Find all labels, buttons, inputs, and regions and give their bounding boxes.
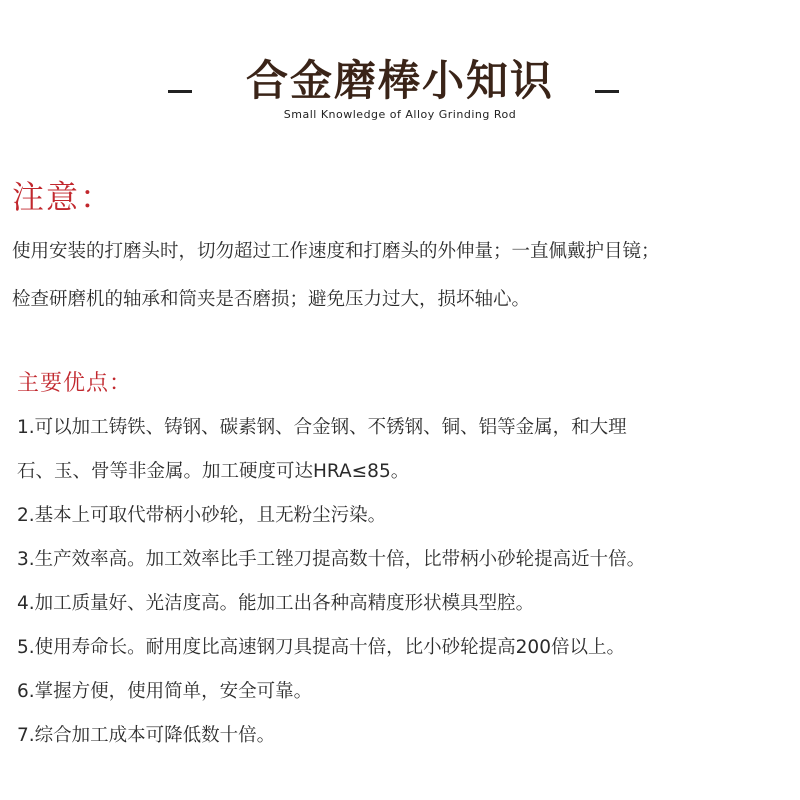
notice-heading: 注意： (12, 178, 115, 216)
title-right-dash (595, 90, 619, 93)
advantage-line: 2.基本上可取代带柄小砂轮，且无粉尘污染。 (17, 505, 387, 526)
advantage-line: 5.使用寿命长。耐用度比高速钢刀具提高十倍，比小砂轮提高200倍以上。 (17, 637, 625, 658)
advantage-line: 7.综合加工成本可降低数十倍。 (17, 725, 276, 746)
advantage-line: 4.加工质量好、光洁度高。能加工出各种高精度形状模具型腔。 (17, 593, 535, 614)
advantage-line: 6.掌握方便，使用简单，安全可靠。 (17, 681, 313, 702)
advantage-line: 石、玉、骨等非金属。加工硬度可达HRA≤85。 (17, 461, 410, 482)
page-subtitle: Small Knowledge of Alloy Grinding Rod (283, 108, 517, 121)
page-title: 合金磨棒小知识 (245, 56, 554, 105)
page-header (0, 40, 800, 130)
advantages-heading: 主要优点： (17, 371, 133, 396)
notice-line: 使用安装的打磨头时，切勿超过工作速度和打磨头的外伸量；一直佩戴护目镜； (12, 241, 660, 262)
notice-body (12, 228, 797, 324)
advantages-list (17, 406, 797, 758)
advantage-line: 1.可以加工铸铁、铸钢、碳素钢、合金钢、不锈钢、铜、铝等金属，和大理 (17, 417, 627, 438)
notice-line: 检查研磨机的轴承和筒夹是否磨损；避免压力过大，损坏轴心。 (12, 289, 531, 310)
advantage-line: 3.生产效率高。加工效率比手工锉刀提高数十倍，比带柄小砂轮提高近十倍。 (17, 549, 646, 570)
